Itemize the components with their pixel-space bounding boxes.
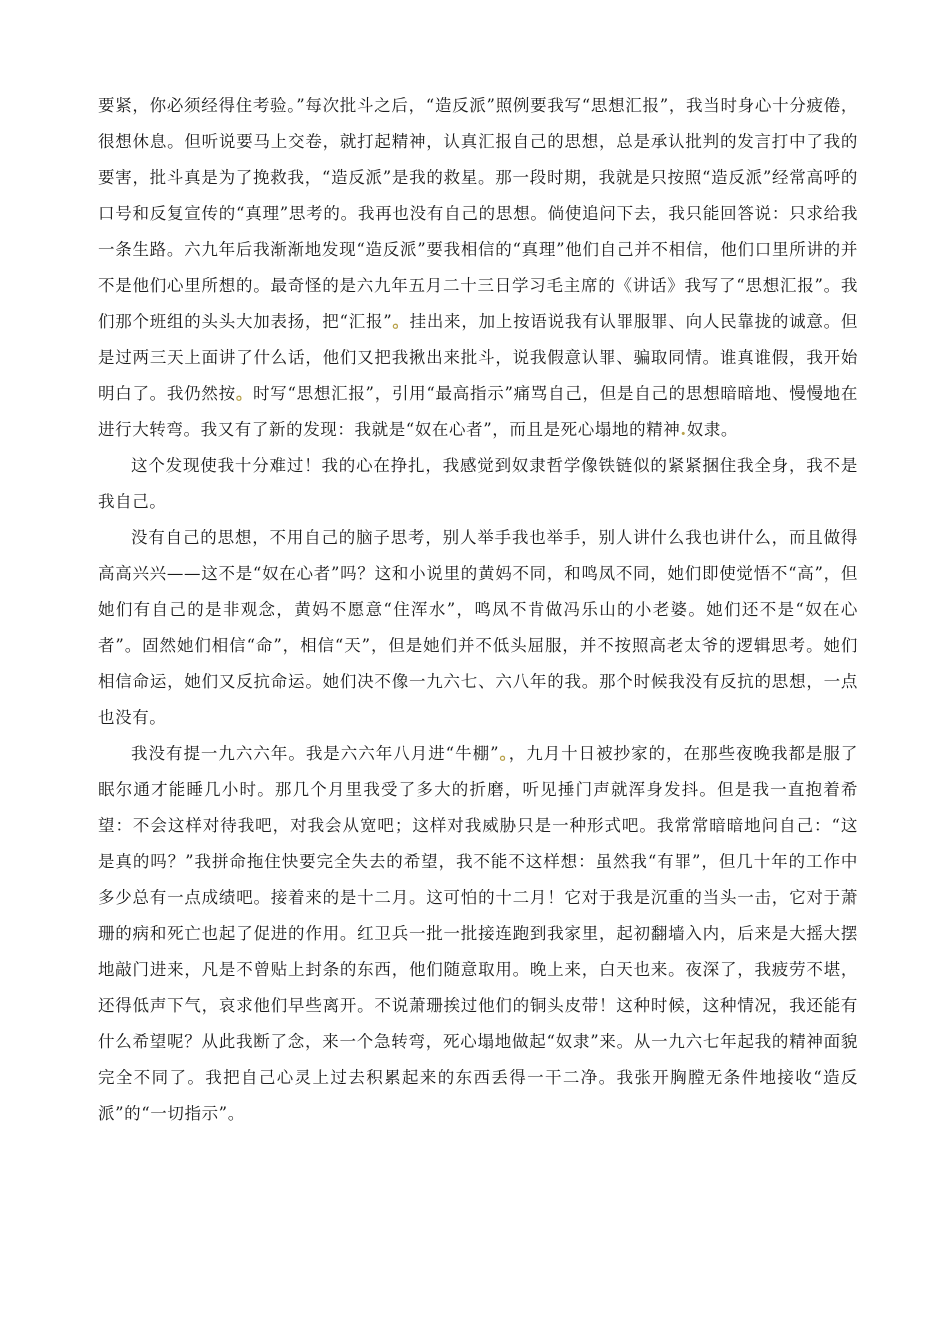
paragraph-2-text: 这个发现使我十分难过！我的心在挣扎，我感觉到奴隶哲学像铁链似的紧紧捆住我全身，我不是我自己。 <box>98 456 858 511</box>
paragraph-1-mark-c: . <box>680 420 687 439</box>
paragraph-1-text-a: 要紧，你必须经得住考验。”每次批斗之后，“造反派”照例要我写“思想汇报”，我当时身心十分疲倦，很想休息。但听说要马上交卷，就打起精神，认真汇报自己的思想，总是承认批判的发言打中了我的要害，批斗真是为了挽救我，“造反派”是我的救星。那一段时期，我就是只按照“造反派”经常高呼的口号和反复宣传的“真理”思考的。我再也没有自己的思想。倘使追问下去，我只能回答说：只求给我一条生路。六九年后我渐渐地发现“造反派”要我相信的“真理”他们自己并不相信，他们口里所讲的并不是他们心里所想的。最奇怪的是六九年五月二十三日学习毛主席的《讲话》我写了“思想汇报”。我们那个班组的头头大加表扬，把“汇报” <box>98 96 858 331</box>
paragraph-1 <box>98 88 858 448</box>
paragraph-4 <box>98 736 858 1132</box>
paragraph-4-text-a: 我没有提一九六六年。我是六六年八月进“牛棚” <box>131 744 500 763</box>
paragraph-1-text-b: 挂出来，加上按语说我有认罪服罪、向人民靠拢的诚意。但是过两三天上面讲了什么话，他们又把我揪出来批斗，说我假意认罪、骗取同情。谁真谁假，我开始明白了。我仍然按 <box>98 312 858 403</box>
document-page <box>98 88 858 1132</box>
paragraph-3-text: 没有自己的思想，不用自己的脑子思考，别人举手我也举手，别人讲什么我也讲什么，而且做得高高兴兴——这不是“奴在心者”吗？这和小说里的黄妈不同，和鸣凤不同，她们即使觉悟不“高”，但她们有自己的是非观念，黄妈不愿意“住浑水”，鸣凤不肯做冯乐山的小老婆。她们还不是“奴在心者”。固然她们相信“命”，相信“天”，但是她们并不低头屈服，并不按照高老太爷的逻辑思考。她们相信命运，她们又反抗命运。她们决不像一九六七、六八年的我。那个时候我没有反抗的思想，一点也没有。 <box>98 528 858 727</box>
paragraph-2 <box>98 448 858 520</box>
paragraph-1-text-d: 奴隶。 <box>686 420 739 439</box>
paragraph-1-text-c: 时写“思想汇报”，引用“最高指示”痛骂自己，但是自己的思想暗暗地、慢慢地在进行大转弯。我又有了新的发现：我就是“奴在心者”，而且是死心塌地的精神 <box>98 384 858 439</box>
paragraph-3 <box>98 520 858 736</box>
paragraph-4-mark-a: 。 <box>499 744 509 763</box>
paragraph-1-mark-a: 。 <box>392 312 410 331</box>
paragraph-1-mark-b: 。 <box>235 384 254 403</box>
paragraph-4-text-b: ，九月十日被抄家的，在那些夜晚我都是服了眠尔通才能睡几小时。那几个月里我受了多大的折磨，听见捶门声就浑身发抖。但是我一直抱着希望：不会这样对待我吧，对我会从宽吧；这样对我威胁只是一种形式吧。我常常暗暗地问自己：“这是真的吗？”我拼命拖住快要完全失去的希望，我不能不这样想：虽然我“有罪”，但几十年的工作中多少总有一点成绩吧。接着来的是十二月。这可怕的十二月！它对于我是沉重的当头一击，它对于萧珊的病和死亡也起了促进的作用。红卫兵一批一批接连跑到我家里，起初翻墙入内，后来是大摇大摆地敲门进来，凡是不曾贴上封条的东西，他们随意取用。晚上来，白天也来。夜深了，我疲劳不堪，还得低声下气，哀求他们早些离开。不说萧珊挨过他们的铜头皮带！这种时候，这种情况，我还能有什么希望呢？从此我断了念，来一个急转弯，死心塌地做起“奴隶”来。从一九六七年起我的精神面貌完全不同了。我把自己心灵上过去积累起来的东西丢得一干二净。我张开胸膛无条件地接收“造反派”的“一切指示”。 <box>98 744 859 1123</box>
